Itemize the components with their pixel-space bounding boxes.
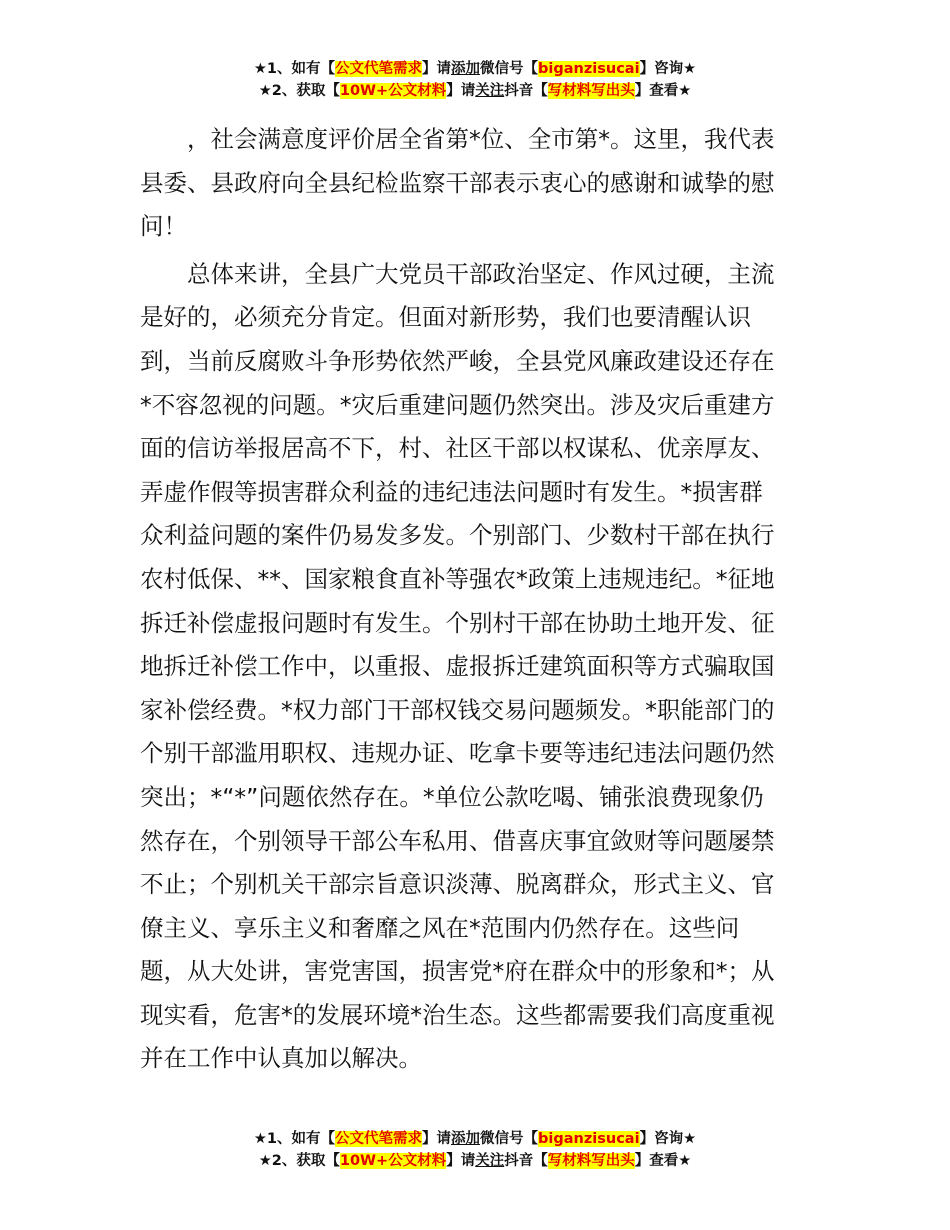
banner-text: ★1、如有【 xyxy=(253,1131,336,1147)
banner-line-1 xyxy=(0,1128,950,1150)
text-line: 地拆迁补偿工作中，以重报、虚报拆迁建筑面积等方式骗取国 xyxy=(140,652,775,681)
text-line: ，社会满意度评价居全省第*位、全市第*。这里，我代表 xyxy=(187,125,775,153)
banner-highlight: 10W+公文材料 xyxy=(339,83,447,99)
banner-underline: 关注 xyxy=(475,83,505,99)
banner-highlight: 公文代笔需求 xyxy=(335,61,423,77)
text-line: 县委、县政府向全县纪检监察干部表示衷心的感谢和诚挚的慰 xyxy=(140,168,775,197)
text-line: 是好的，必须充分肯定。但面对新形势，我们也要清醒认识 xyxy=(140,303,751,332)
banner-text: 】查看★ xyxy=(634,1153,692,1169)
banner-line-2 xyxy=(0,80,950,102)
banner-text: 微信号【 xyxy=(480,61,539,77)
banner-highlight: 公文代笔需求 xyxy=(335,1131,423,1147)
text-line: 总体来讲，全县广大党员干部政治坚定、作风过硬，主流 xyxy=(187,259,775,288)
banner-highlight: 10W+公文材料 xyxy=(339,1153,447,1169)
banner-text: 】请 xyxy=(446,83,476,99)
text-line: 家补偿经费。*权力部门干部权钱交易问题频发。*职能部门的 xyxy=(140,695,775,724)
banner-underline: 添加 xyxy=(451,61,481,77)
text-line: 到，当前反腐败斗争形势依然严峻，全县党风廉政建设还存在 xyxy=(140,346,775,375)
banner-text: 】请 xyxy=(422,1131,452,1147)
text-line: 农村低保、**、国家粮食直补等强农*政策上违规违纪。*征地 xyxy=(140,564,775,593)
text-line: *不容忽视的问题。*灾后重建问题仍然突出。涉及灾后重建方 xyxy=(140,390,775,419)
banner-text: 抖音【 xyxy=(504,1153,548,1169)
banner-underline: 添加 xyxy=(451,1131,481,1147)
banner-text: ★1、如有【 xyxy=(253,61,336,77)
text-line: 突出；*“*”问题依然存在。*单位公款吃喝、铺张浪费现象仍 xyxy=(140,782,764,811)
banner-highlight: 写材料写出头 xyxy=(547,83,635,99)
banner-highlight: biganzisucai xyxy=(538,1131,640,1147)
banner-text: ★2、获取【 xyxy=(258,1153,340,1169)
banner-text: 】查看★ xyxy=(634,83,692,99)
paragraph-1 xyxy=(140,118,812,249)
text-line: 僚主义、享乐主义和奢靡之风在*范围内仍然存在。这些问 xyxy=(140,913,740,942)
footer-banner xyxy=(0,1128,950,1172)
paragraph-2 xyxy=(140,253,812,1081)
text-line: 面的信访举报居高不下，村、社区干部以权谋私、优亲厚友、 xyxy=(140,434,775,463)
text-line: 不止；个别机关干部宗旨意识淡薄、脱离群众，形式主义、官 xyxy=(140,870,775,899)
text-line: 题，从大处讲，害党害国，损害党*府在群众中的形象和*；从 xyxy=(140,957,775,986)
banner-text: 】咨询★ xyxy=(639,1131,697,1147)
text-line: 然存在，个别领导干部公车私用、借喜庆事宜敛财等问题屡禁 xyxy=(140,826,775,855)
banner-text: ★2、获取【 xyxy=(258,83,340,99)
banner-text: 微信号【 xyxy=(480,1131,539,1147)
banner-underline: 关注 xyxy=(475,1153,505,1169)
text-line: 拆迁补偿虚报问题时有发生。个别村干部在协助土地开发、征 xyxy=(140,608,775,637)
text-line: 个别干部滥用职权、违规办证、吃拿卡要等违纪违法问题仍然 xyxy=(140,739,775,768)
header-banner xyxy=(0,58,950,102)
banner-line-2 xyxy=(0,1150,950,1172)
banner-text: 抖音【 xyxy=(504,83,548,99)
text-line: 弄虚作假等损害群众利益的违纪违法问题时有发生。*损害群 xyxy=(140,477,763,506)
text-line: 并在工作中认真加以解决。 xyxy=(140,1044,422,1073)
banner-text: 】咨询★ xyxy=(639,61,697,77)
text-line: 众利益问题的案件仍易发多发。个别部门、少数村干部在执行 xyxy=(140,521,775,550)
document-body xyxy=(140,118,812,1085)
text-line: 现实看，危害*的发展环境*治生态。这些都需要我们高度重视 xyxy=(140,1000,775,1029)
banner-highlight: 写材料写出头 xyxy=(547,1153,635,1169)
text-line: 问！ xyxy=(140,212,187,241)
banner-highlight: biganzisucai xyxy=(538,61,640,77)
banner-line-1 xyxy=(0,58,950,80)
banner-text: 】请 xyxy=(422,61,452,77)
banner-text: 】请 xyxy=(446,1153,476,1169)
